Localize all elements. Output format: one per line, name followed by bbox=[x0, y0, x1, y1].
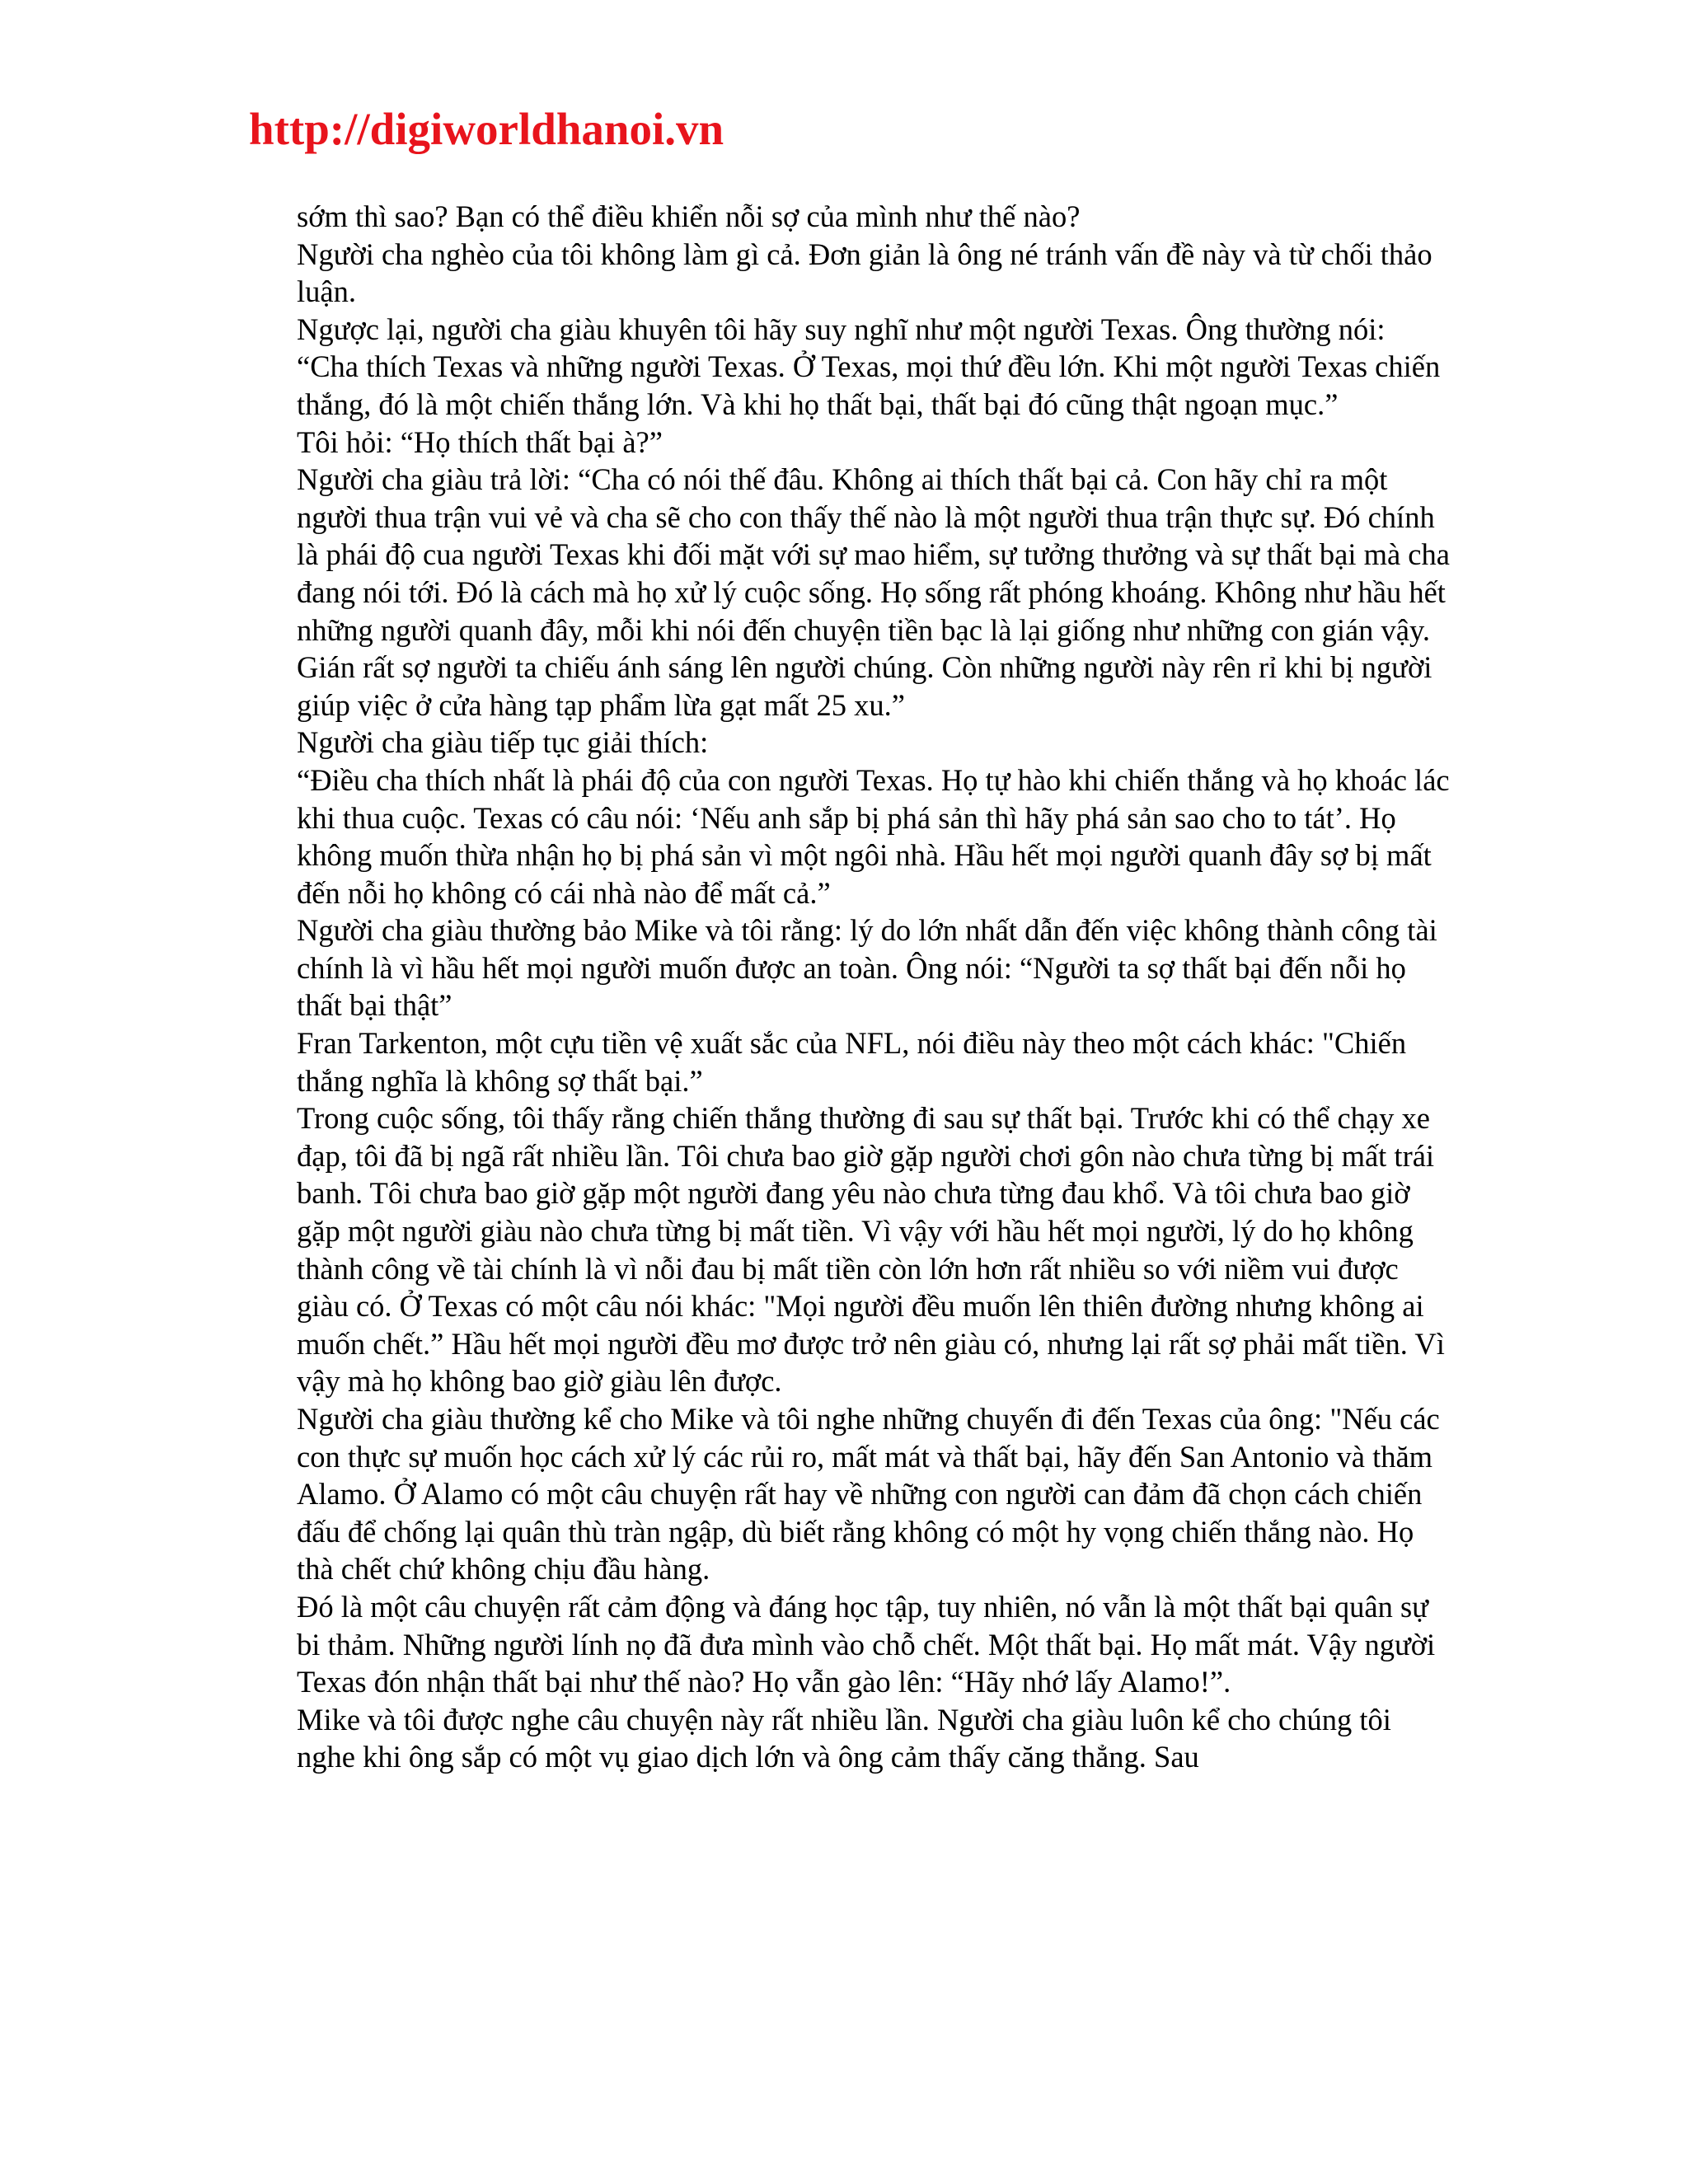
paragraph: Mike và tôi được nghe câu chuyện này rất nhiều lần. Người cha giàu luôn kể cho chúng tôi nghe khi ông sắp có một vụ giao dịch lớn và ông cảm thấy căng thẳng. Sau bbox=[297, 1702, 1391, 1774]
paragraph: “Điều cha thích nhất là phái độ của con người Texas. Họ tự hào khi chiến thắng và họ khoác lác khi thua cuộc. Texas có câu nói: ‘Nếu anh sắp bị phá sản thì hãy phá sản sao cho to tát’. Họ không muốn thừa nhận họ bị phá sản vì một ngôi nhà. Hầu hết mọi người quanh đây sợ bị mất đến nỗi họ không có cái nhà nào để mất cả.” bbox=[297, 762, 1450, 910]
header-url[interactable]: http://digiworldhanoi.vn bbox=[249, 104, 724, 154]
paragraph: Ngược lại, người cha giàu khuyên tôi hãy suy nghĩ như một người Texas. Ông thường nói: “Cha thích Texas và những người Texas. Ở Texas, mọi thứ đều lớn. Khi một người Texas chiến thắng, đó là một chiến thắng lớn. Và khi họ thất bại, thất bại đó cũng thật ngoạn mục.” bbox=[297, 312, 1441, 421]
paragraph: sớm thì sao? Bạn có thể điều khiển nỗi sợ của mình như thế nào? bbox=[297, 199, 1081, 233]
paragraph: Đó là một câu chuyện rất cảm động và đáng học tập, tuy nhiên, nó vẫn là một thất bại quân sự bi thảm. Những người lính nọ đã đưa mình vào chỗ chết. Một thất bại. Họ mất mát. Vậy người Texas đón nhận thất bại như thế nào? Họ vẫn gào lên: “Hãy nhớ lấy Alamo!”. bbox=[297, 1589, 1436, 1699]
document-body bbox=[297, 198, 1451, 1776]
paragraph: Người cha nghèo của tôi không làm gì cả. Đơn giản là ông né tránh vấn đề này và từ chối thảo luận. bbox=[297, 237, 1432, 309]
paragraph: Người cha giàu trả lời: “Cha có nói thế đâu. Không ai thích thất bại cả. Con hãy chỉ ra một người thua trận vui vẻ và cha sẽ cho con thấy thế nào là một người thua trận thực sự. Đó chính là phái độ cua người Texas khi đối mặt với sự mao hiểm, sự tưởng thưởng và sự thất bại mà cha đang nói tới. Đó là cách mà họ xử lý cuộc sống. Họ sống rất phóng khoáng. Không như hầu hết những người quanh đây, mỗi khi nói đến chuyện tiền bạc là lại giống như những con gián vậy. Gián rất sợ người ta chiếu ánh sáng lên người chúng. Còn những người này rên rỉ khi bị người giúp việc ở cửa hàng tạp phẩm lừa gạt mất 25 xu.” bbox=[297, 462, 1450, 722]
paragraph: Người cha giàu thường kể cho Mike và tôi nghe những chuyến đi đến Texas của ông: "Nếu các con thực sự muốn học cách xử lý các rủi ro, mất mát và thất bại, hãy đến San Antonio và thăm Alamo. Ở Alamo có một câu chuyện rất hay về những con người can đảm đã chọn cách chiến đấu để chống lại quân thù tràn ngập, dù biết rằng không có một hy vọng chiến thắng nào. Họ thà chết chứ không chịu đầu hàng. bbox=[297, 1402, 1440, 1586]
paragraph: Fran Tarkenton, một cựu tiền vệ xuất sắc của NFL, nói điều này theo một cách khác: "Chiến thắng nghĩa là không sợ thất bại.” bbox=[297, 1026, 1407, 1098]
paragraph: Trong cuộc sống, tôi thấy rằng chiến thắng thường đi sau sự thất bại. Trước khi có thể chạy xe đạp, tôi đã bị ngã rất nhiều lần. Tôi chưa bao giờ gặp người chơi gôn nào chưa từng bị mất trái banh. Tôi chưa bao giờ gặp một người đang yêu nào chưa từng đau khổ. Và tôi chưa bao giờ gặp một người giàu nào chưa từng bị mất tiền. Vì vậy với hầu hết mọi người, lý do họ không thành công về tài chính là vì nỗi đau bị mất tiền còn lớn hơn rất nhiều so với niềm vui được giàu có. Ở Texas có một câu nói khác: "Mọi người đều muốn lên thiên đường nhưng không ai muốn chết.” Hầu hết mọi người đều mơ được trở nên giàu có, nhưng lại rất sợ phải mất tiền. Vì vậy mà họ không bao giờ giàu lên được. bbox=[297, 1101, 1445, 1399]
paragraph: Người cha giàu tiếp tục giải thích: bbox=[297, 725, 709, 760]
paragraph: Người cha giàu thường bảo Mike và tôi rằng: lý do lớn nhất dẫn đến việc không thành công tài chính là vì hầu hết mọi người muốn được an toàn. Ông nói: “Người ta sợ thất bại đến nỗi họ thất bại thật” bbox=[297, 913, 1437, 1023]
paragraph: Tôi hỏi: “Họ thích thất bại à?” bbox=[297, 424, 663, 459]
